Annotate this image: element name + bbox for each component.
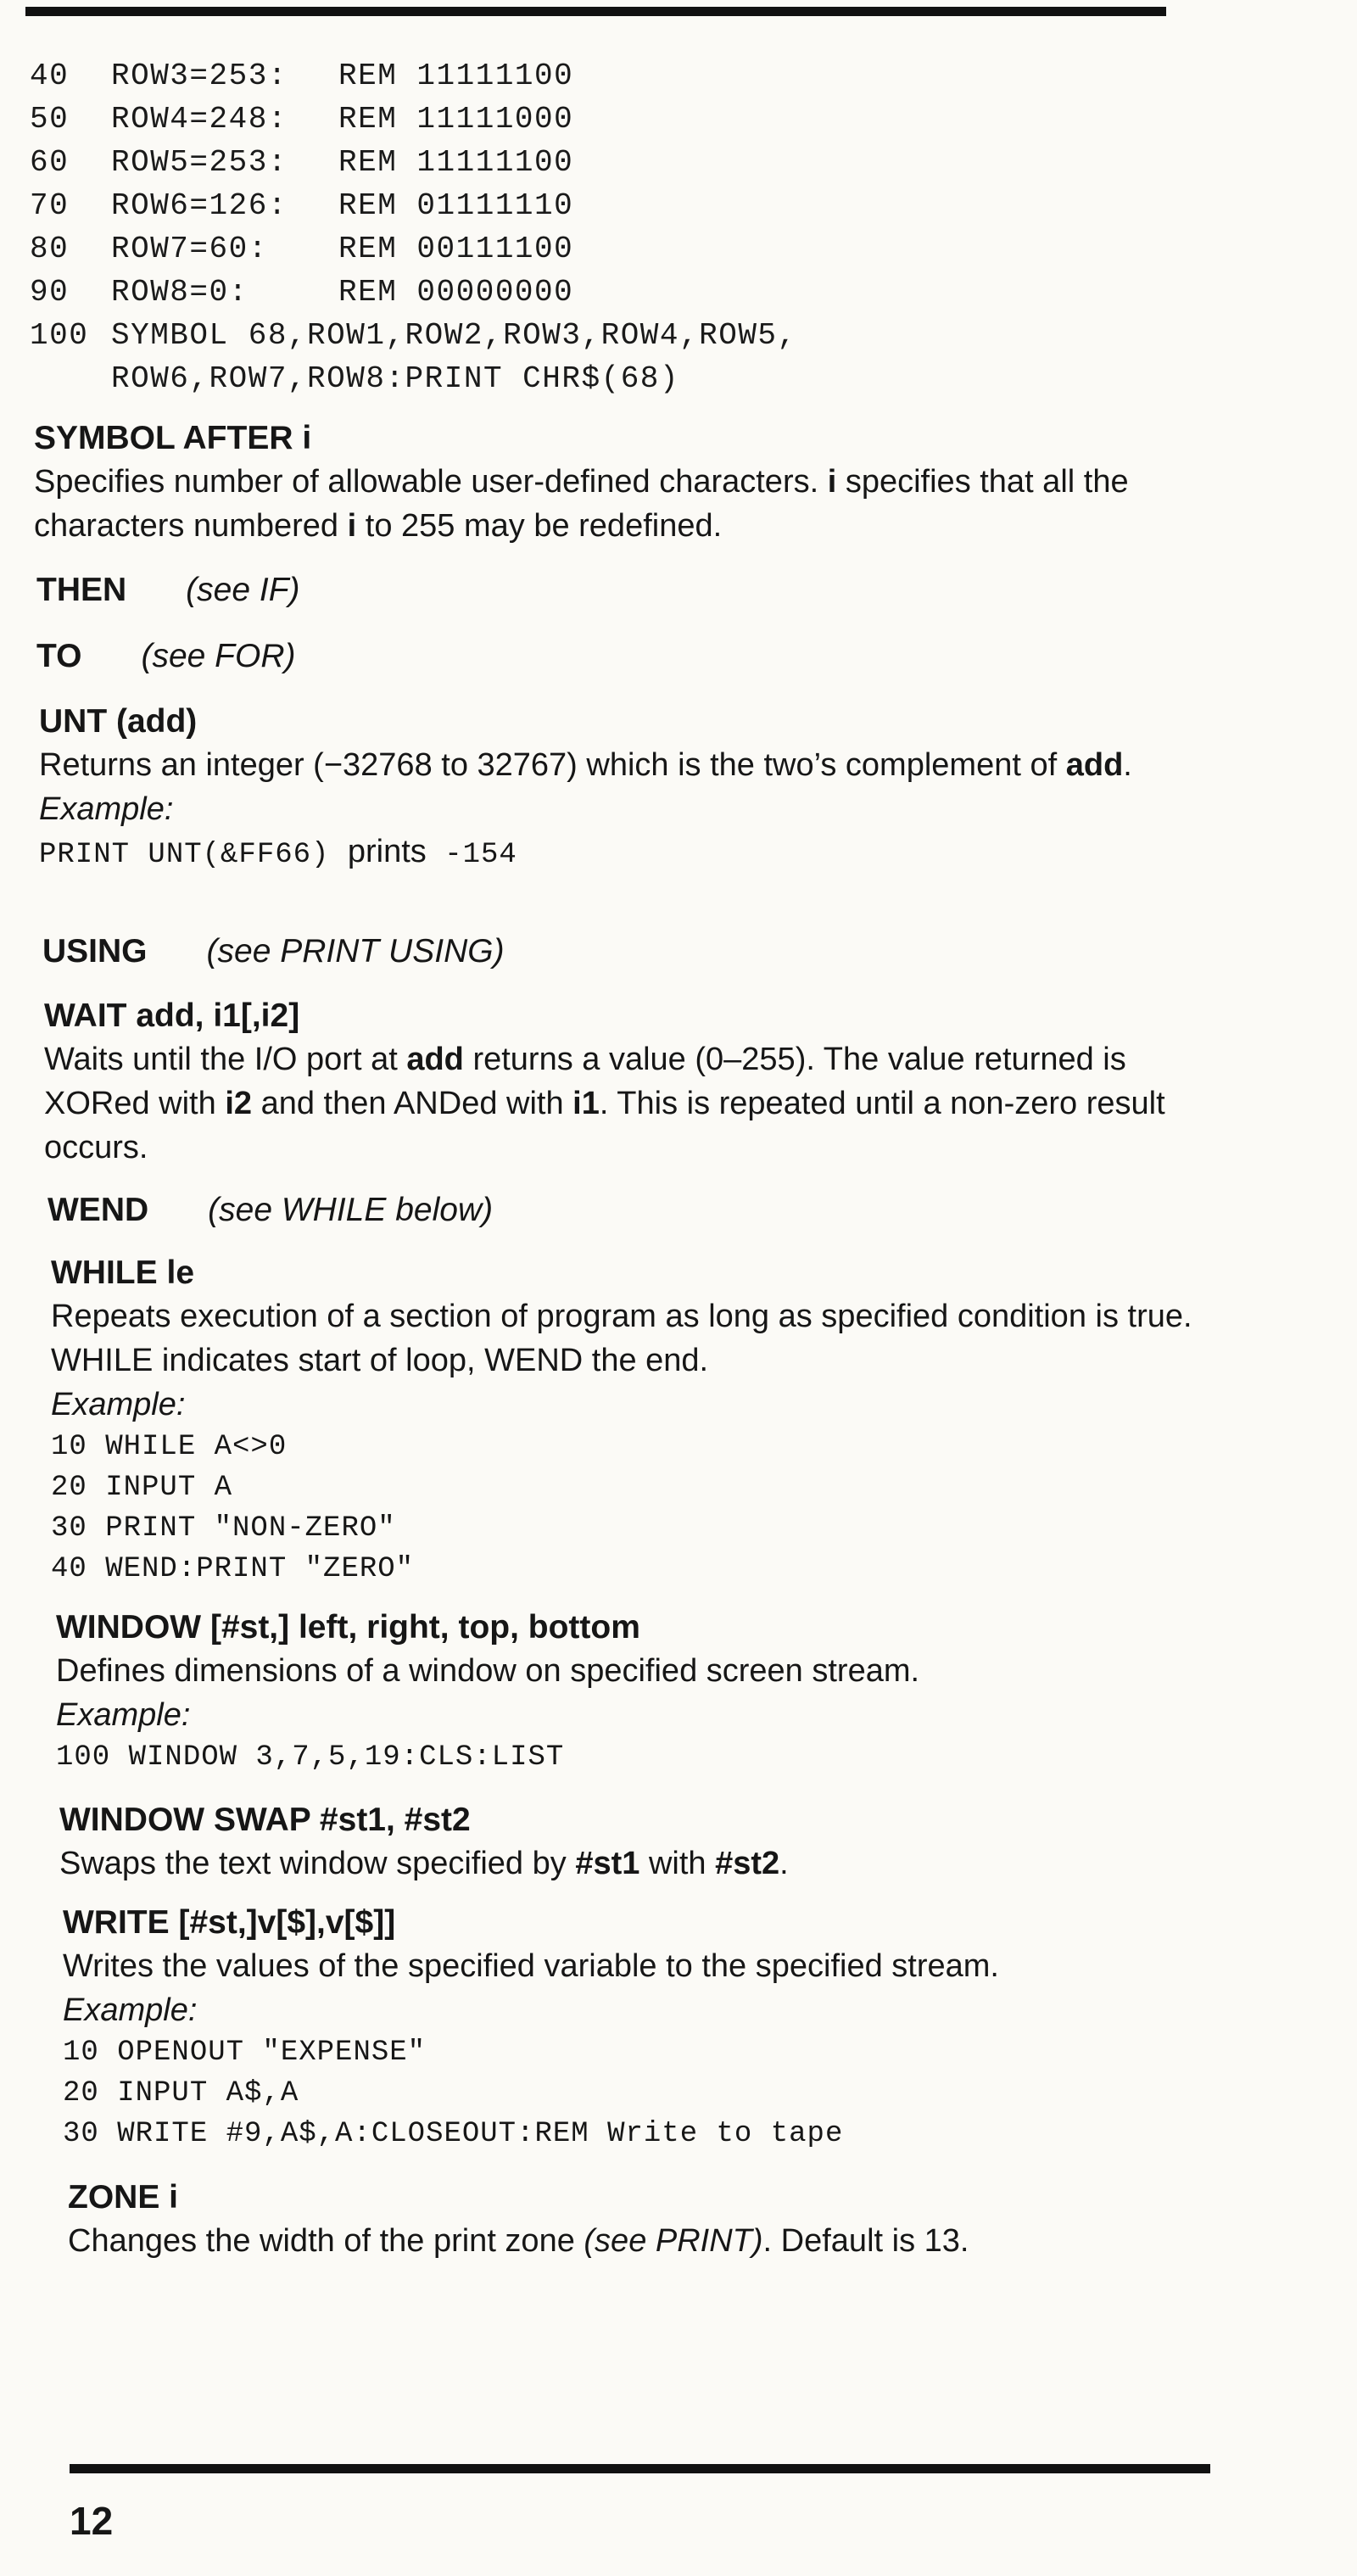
entry-heading: UNT (add): [39, 703, 198, 740]
see-reference: (see WHILE below): [208, 1192, 494, 1228]
example-code-line: 20 INPUT A$,A: [63, 2077, 299, 2109]
entry-description: Returns an integer (−32768 to 32767) which is the two’s complement of add.: [39, 747, 1132, 783]
entry-then: [36, 569, 1190, 612]
entry-heading: WEND: [47, 1192, 149, 1228]
code-line: 70 ROW6=126: REM 01111110: [30, 188, 574, 223]
code-line: 40 ROW3=253: REM 11111100: [30, 59, 574, 93]
code-line: 80 ROW7=60: REM 00111100: [30, 232, 574, 266]
entry-description: Swaps the text window specified by #st1 with #st2.: [59, 1846, 789, 1881]
entry-heading: WINDOW SWAP #st1, #st2: [59, 1802, 471, 1838]
entry-wend: [47, 1189, 1201, 1232]
entry-window-swap: [59, 1799, 1213, 1886]
bottom-rule: [70, 2464, 1210, 2473]
entry-description: Repeats execution of a section of program as long as specified condition is true. WHILE indicates start of loop, WEND the end.: [51, 1299, 1192, 1378]
top-rule: [25, 7, 1166, 16]
example-code-line: 20 INPUT A: [51, 1472, 233, 1504]
entry-description: Specifies number of allowable user-defined characters. i specifies that all the characters numbered i to 255 may be redefined.: [34, 464, 1129, 544]
page-number: 12: [70, 2499, 114, 2543]
entry-heading: WAIT add, i1[,i2]: [44, 997, 300, 1034]
entry-heading: WHILE le: [51, 1254, 195, 1291]
entry-wait: [44, 995, 1198, 1170]
example-code-line: 100 WINDOW 3,7,5,19:CLS:LIST: [56, 1741, 565, 1774]
example-code-line: 10 WHILE A<>0: [51, 1431, 288, 1463]
example-code-line: 10 OPENOUT "EXPENSE": [63, 2037, 427, 2069]
entry-while: [51, 1252, 1204, 1590]
example-label: Example:: [63, 1992, 198, 2028]
entry-heading: WINDOW [#st,] left, right, top, bottom: [56, 1609, 640, 1646]
see-reference: (see FOR): [141, 638, 296, 674]
entry-heading: SYMBOL AFTER i: [34, 420, 312, 456]
entry-description: Waits until the I/O port at add returns a value (0–255). The value returned is XORed with i2 and then ANDed with i1. This is repeated until a non-zero result occurs.: [44, 1042, 1165, 1165]
entry-heading: ZONE i: [68, 2179, 179, 2216]
example-label: Example:: [51, 1387, 186, 1422]
example-code: PRINT UNT(&FF66) prints -154: [39, 834, 517, 871]
example-code-line: 40 WEND:PRINT "ZERO": [51, 1553, 415, 1585]
entry-heading: TO: [36, 638, 82, 674]
entry-zone: [68, 2176, 1221, 2263]
entry-window: [56, 1607, 1209, 1778]
example-label: Example:: [56, 1697, 191, 1733]
entry-heading: WRITE [#st,]v[$],v[$]]: [63, 1904, 396, 1941]
code-line-100: 100 SYMBOL 68,ROW1,ROW2,ROW3,ROW4,ROW5,: [30, 318, 797, 353]
entry-symbol-after: [34, 417, 1187, 548]
see-reference: (see IF): [186, 572, 300, 608]
code-line: 90 ROW8=0: REM 00000000: [30, 275, 574, 310]
example-code-line: 30 PRINT "NON-ZERO": [51, 1512, 396, 1545]
entry-using: [42, 930, 1196, 973]
code-line: 50 ROW4=248: REM 11111000: [30, 102, 574, 137]
example-code-line: 30 WRITE #9,A$,A:CLOSEOUT:REM Write to tape: [63, 2118, 844, 2150]
code-listing: [30, 54, 797, 400]
code-line: 60 ROW5=253: REM 11111100: [30, 145, 574, 180]
code-line-continuation: ROW6,ROW7,ROW8:PRINT CHR$(68): [111, 361, 680, 396]
entry-unt: [39, 701, 1192, 875]
see-reference: (see PRINT USING): [206, 933, 505, 969]
example-label: Example:: [39, 791, 174, 827]
entry-write: [63, 1902, 1216, 2154]
entry-description: Changes the width of the print zone (see PRINT). Default is 13.: [68, 2223, 969, 2259]
entry-description: Writes the values of the specified variable to the specified stream.: [63, 1948, 999, 1984]
entry-heading: THEN: [36, 572, 127, 608]
entry-description: Defines dimensions of a window on specified screen stream.: [56, 1653, 920, 1689]
entry-to: [36, 635, 1190, 678]
entry-heading: USING: [42, 933, 148, 969]
